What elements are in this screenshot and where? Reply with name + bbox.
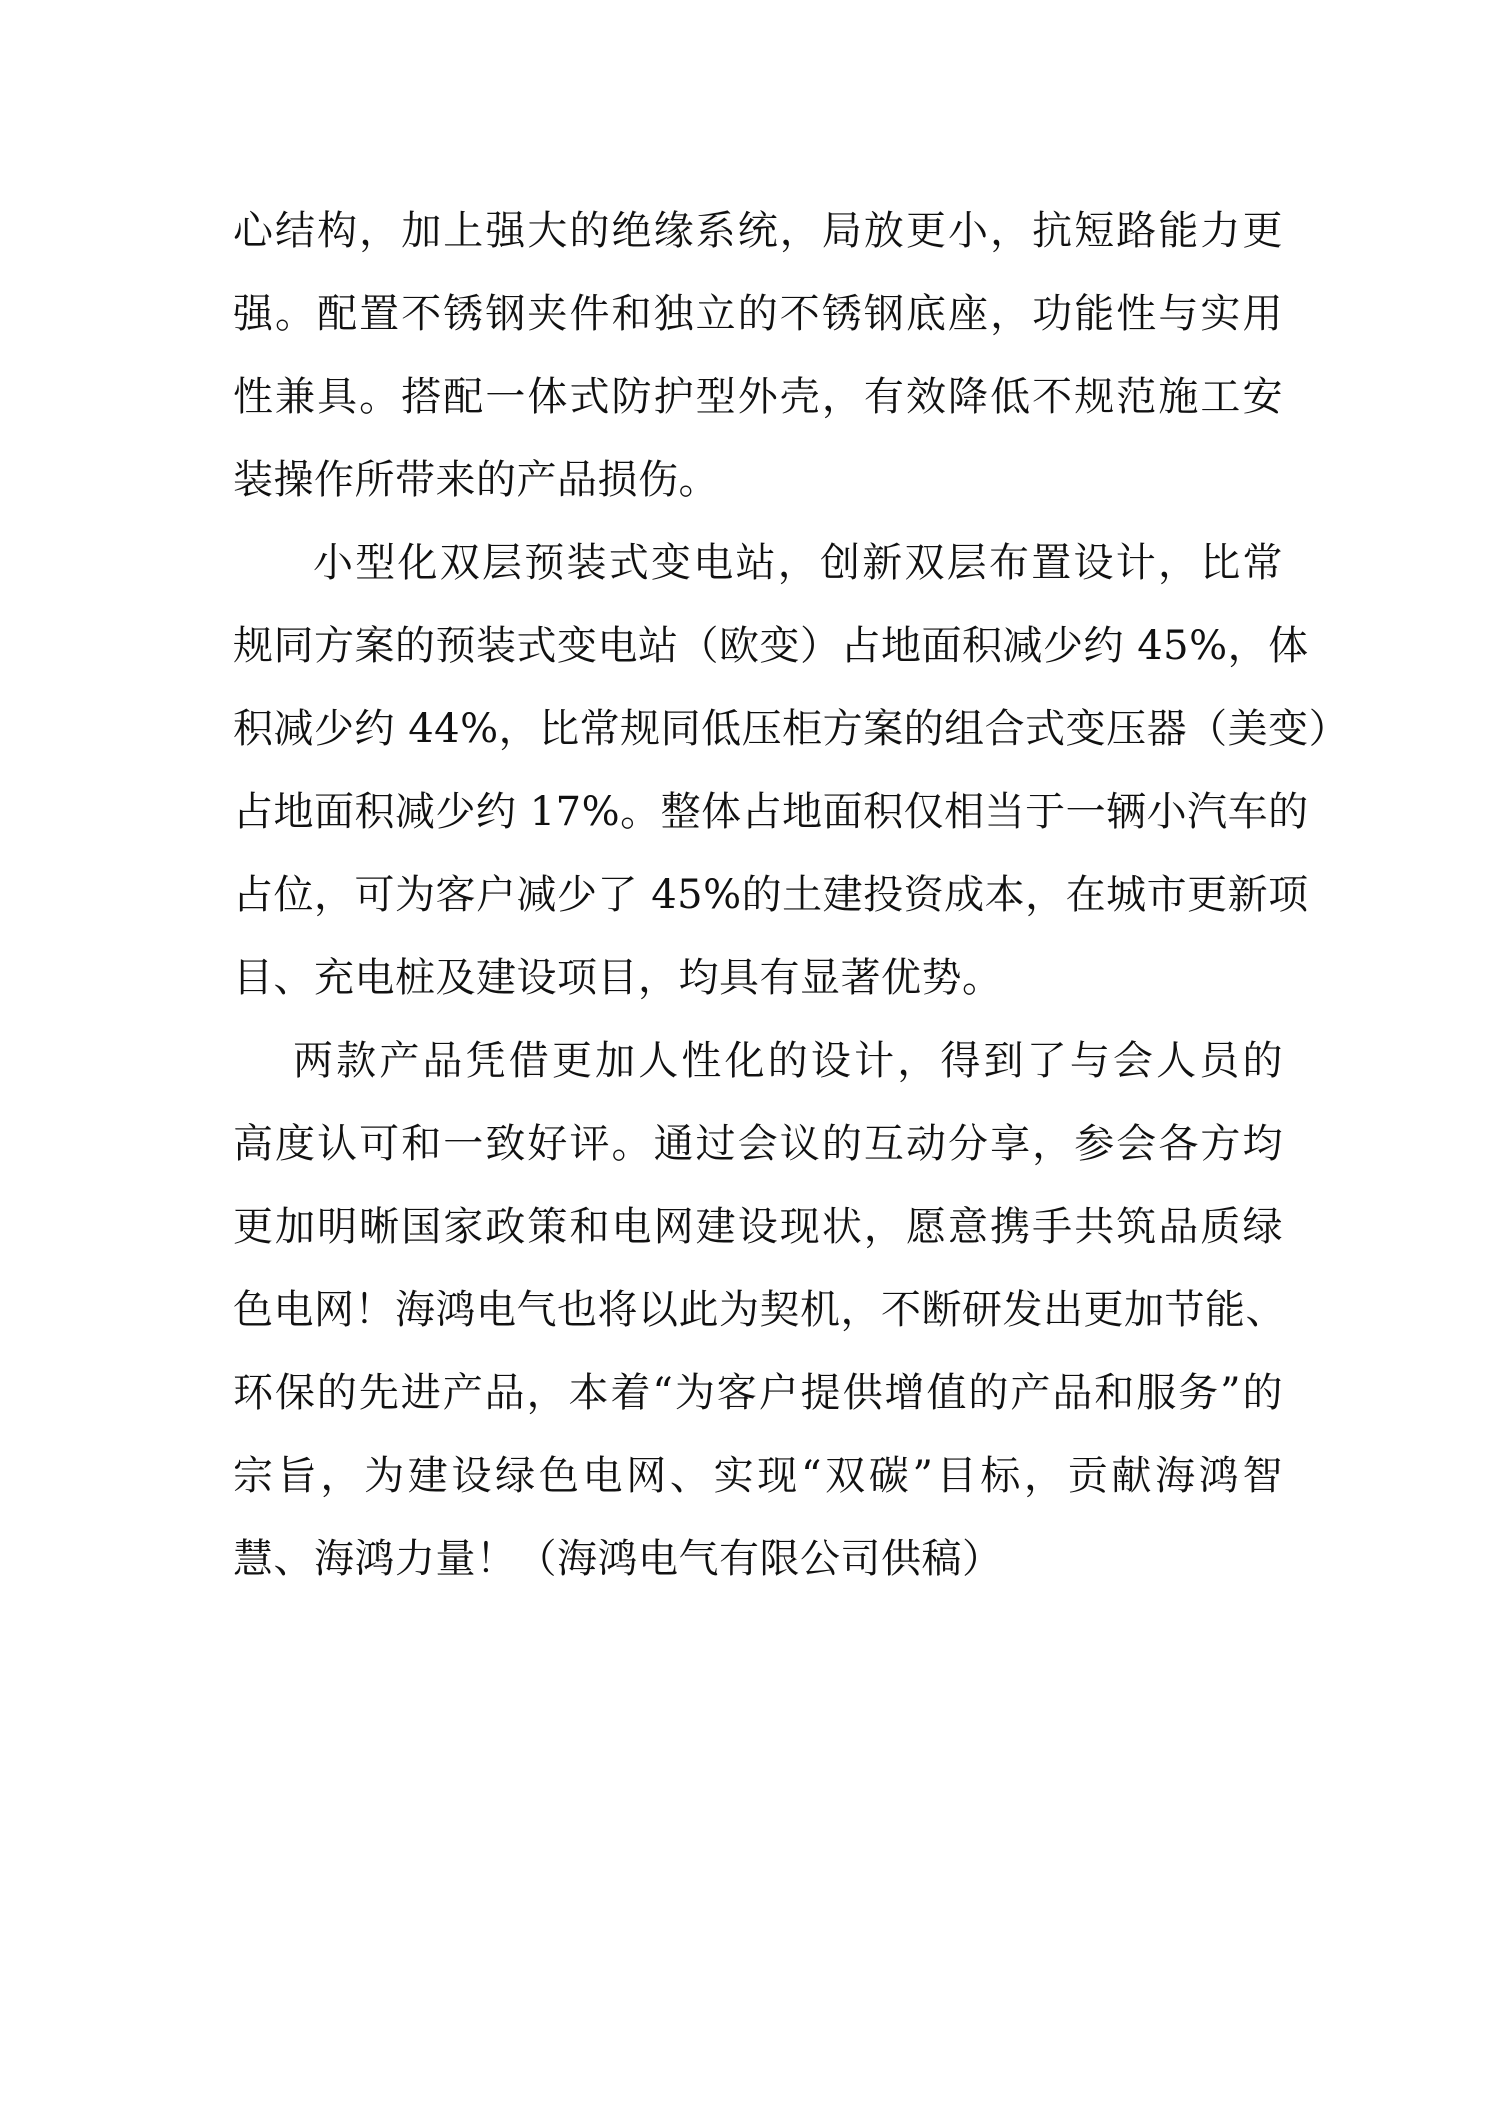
text-line: 两款产品凭借更加人性化的设计，得到了与会人员的 [293, 1038, 1283, 1084]
text-line: 小型化双层预装式变电站，创新双层布置设计，比常 [313, 540, 1283, 586]
text-line: 高度认可和一致好评。通过会议的互动分享，参会各方均 [233, 1121, 1283, 1167]
text-line: 色电网！海鸿电气也将以此为契机，不断研发出更加节能、 [233, 1287, 1286, 1333]
paragraph-1 [233, 190, 1283, 522]
paragraph-3 [233, 1020, 1286, 1601]
text-line: 装操作所带来的产品损伤。 [233, 457, 719, 503]
text-line: 规同方案的预装式变电站（欧变）占地面积减少约 45%，体 [233, 623, 1309, 669]
text-line: 环保的先进产品，本着“为客户提供增值的产品和服务”的 [233, 1370, 1283, 1416]
body-text [233, 190, 1350, 1601]
text-line: 慧、海鸿力量！（海鸿电气有限公司供稿） [233, 1536, 1003, 1582]
text-line: 目、充电桩及建设项目，均具有显著优势。 [233, 955, 1003, 1001]
text-line: 占地面积减少约 17%。整体占地面积仅相当于一辆小汽车的 [233, 789, 1309, 835]
paragraph-2 [233, 522, 1350, 1020]
text-line: 更加明晰国家政策和电网建设现状，愿意携手共筑品质绿 [233, 1204, 1283, 1250]
text-line: 积减少约 44%，比常规同低压柜方案的组合式变压器（美变） [233, 706, 1350, 752]
text-line: 心结构，加上强大的绝缘系统，局放更小，抗短路能力更 [233, 208, 1283, 254]
text-line: 占位，可为客户减少了 45%的土建投资成本，在城市更新项 [233, 872, 1309, 918]
text-line: 强。配置不锈钢夹件和独立的不锈钢底座，功能性与实用 [233, 291, 1283, 337]
text-line: 宗旨，为建设绿色电网、实现“双碳”目标，贡献海鸿智 [233, 1453, 1283, 1499]
text-line: 性兼具。搭配一体式防护型外壳，有效降低不规范施工安 [233, 374, 1283, 420]
